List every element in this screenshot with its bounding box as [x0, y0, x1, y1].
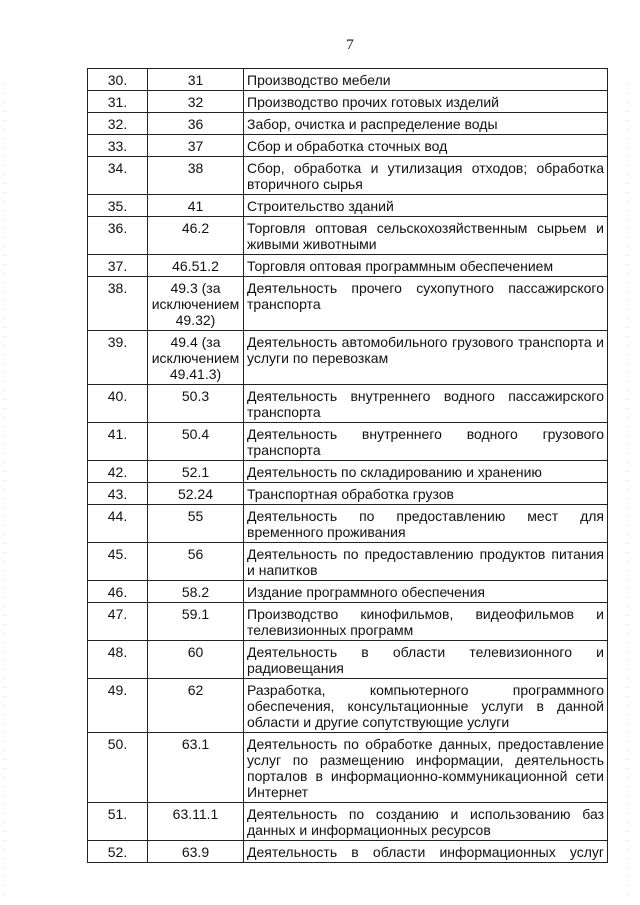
okved-code: 41 — [148, 195, 244, 217]
okved-code: 63.1 — [148, 733, 244, 803]
okved-code: 46.2 — [148, 217, 244, 255]
okved-code: 56 — [148, 543, 244, 581]
row-number: 52. — [88, 841, 148, 863]
scan-artifact-right — [626, 80, 628, 900]
table-row — [88, 581, 608, 603]
table-row — [88, 91, 608, 113]
activity-description: Сбор, обработка и утилизация отходов; обработка вторичного сырья — [244, 157, 608, 195]
activity-description: Торговля оптовая сельскохозяйственным сырьем и живыми животными — [244, 217, 608, 255]
row-number: 50. — [88, 733, 148, 803]
row-number: 44. — [88, 505, 148, 543]
table-row — [88, 135, 608, 157]
okved-code: 49.4 (за исключением 49.41.3) — [148, 331, 244, 385]
okved-code: 63.9 — [148, 841, 244, 863]
okved-code: 62 — [148, 679, 244, 733]
activity-description: Деятельность внутреннего водного грузового транспорта — [244, 423, 608, 461]
okved-code: 63.11.1 — [148, 803, 244, 841]
table-row — [88, 641, 608, 679]
table-row — [88, 69, 608, 91]
row-number: 45. — [88, 543, 148, 581]
row-number: 40. — [88, 385, 148, 423]
activity-description: Производство кинофильмов, видеофильмов и телевизионных программ — [244, 603, 608, 641]
activity-codes-table — [87, 68, 608, 863]
table-row — [88, 385, 608, 423]
okved-code: 55 — [148, 505, 244, 543]
okved-code: 52.1 — [148, 461, 244, 483]
row-number: 30. — [88, 69, 148, 91]
okved-code: 49.3 (за исключением 49.32) — [148, 277, 244, 331]
activity-description: Деятельность автомобильного грузового транспорта и услуги по перевозкам — [244, 331, 608, 385]
activity-description: Строительство зданий — [244, 195, 608, 217]
activity-description: Деятельность по предоставлению мест для временного проживания — [244, 505, 608, 543]
activity-description: Транспортная обработка грузов — [244, 483, 608, 505]
table-row — [88, 113, 608, 135]
activity-description: Деятельность по складированию и хранению — [244, 461, 608, 483]
row-number: 31. — [88, 91, 148, 113]
okved-code: 37 — [148, 135, 244, 157]
activity-description: Производство прочих готовых изделий — [244, 91, 608, 113]
row-number: 47. — [88, 603, 148, 641]
activity-description: Забор, очистка и распределение воды — [244, 113, 608, 135]
row-number: 38. — [88, 277, 148, 331]
row-number: 49. — [88, 679, 148, 733]
okved-code: 60 — [148, 641, 244, 679]
okved-code: 50.4 — [148, 423, 244, 461]
activity-description: Торговля оптовая программным обеспечением — [244, 255, 608, 277]
activity-description: Деятельность прочего сухопутного пассажирского транспорта — [244, 277, 608, 331]
row-number: 43. — [88, 483, 148, 505]
table-row — [88, 603, 608, 641]
activity-description: Производство мебели — [244, 69, 608, 91]
okved-code: 59.1 — [148, 603, 244, 641]
okved-code: 31 — [148, 69, 244, 91]
table-row — [88, 217, 608, 255]
activity-description: Деятельность по предоставлению продуктов питания и напитков — [244, 543, 608, 581]
row-number: 41. — [88, 423, 148, 461]
row-number: 51. — [88, 803, 148, 841]
activity-description: Деятельность по созданию и использованию баз данных и информационных ресурсов — [244, 803, 608, 841]
table-row — [88, 803, 608, 841]
row-number: 33. — [88, 135, 148, 157]
okved-code: 46.51.2 — [148, 255, 244, 277]
table-row — [88, 461, 608, 483]
table-row — [88, 841, 608, 863]
okved-code: 38 — [148, 157, 244, 195]
table-row — [88, 331, 608, 385]
okved-code: 58.2 — [148, 581, 244, 603]
row-number: 34. — [88, 157, 148, 195]
table-row — [88, 423, 608, 461]
table-row — [88, 255, 608, 277]
row-number: 35. — [88, 195, 148, 217]
row-number: 46. — [88, 581, 148, 603]
row-number: 36. — [88, 217, 148, 255]
activity-description: Сбор и обработка сточных вод — [244, 135, 608, 157]
table-row — [88, 543, 608, 581]
activity-description: Деятельность в области телевизионного и радиовещания — [244, 641, 608, 679]
scan-artifact-left — [4, 80, 6, 900]
activity-description: Разработка, компьютерного программного обеспечения, консультационные услуги в данной области и другие сопутствующие услуги — [244, 679, 608, 733]
okved-code: 50.3 — [148, 385, 244, 423]
row-number: 32. — [88, 113, 148, 135]
okved-code: 32 — [148, 91, 244, 113]
okved-code: 36 — [148, 113, 244, 135]
activity-description: Деятельность по обработке данных, предоставление услуг по размещению информации, деятельность порталов в информационно-коммуникационной сети Интернет — [244, 733, 608, 803]
activity-description: Издание программного обеспечения — [244, 581, 608, 603]
row-number: 48. — [88, 641, 148, 679]
row-number: 39. — [88, 331, 148, 385]
table-row — [88, 679, 608, 733]
table-row — [88, 733, 608, 803]
row-number: 37. — [88, 255, 148, 277]
page-number: 7 — [346, 37, 354, 53]
table-row — [88, 195, 608, 217]
activity-description: Деятельность внутреннего водного пассажирского транспорта — [244, 385, 608, 423]
row-number: 42. — [88, 461, 148, 483]
table-row — [88, 157, 608, 195]
table-row — [88, 277, 608, 331]
activity-description: Деятельность в области информационных услуг — [244, 841, 608, 863]
table-row — [88, 483, 608, 505]
okved-code: 52.24 — [148, 483, 244, 505]
table-row — [88, 505, 608, 543]
